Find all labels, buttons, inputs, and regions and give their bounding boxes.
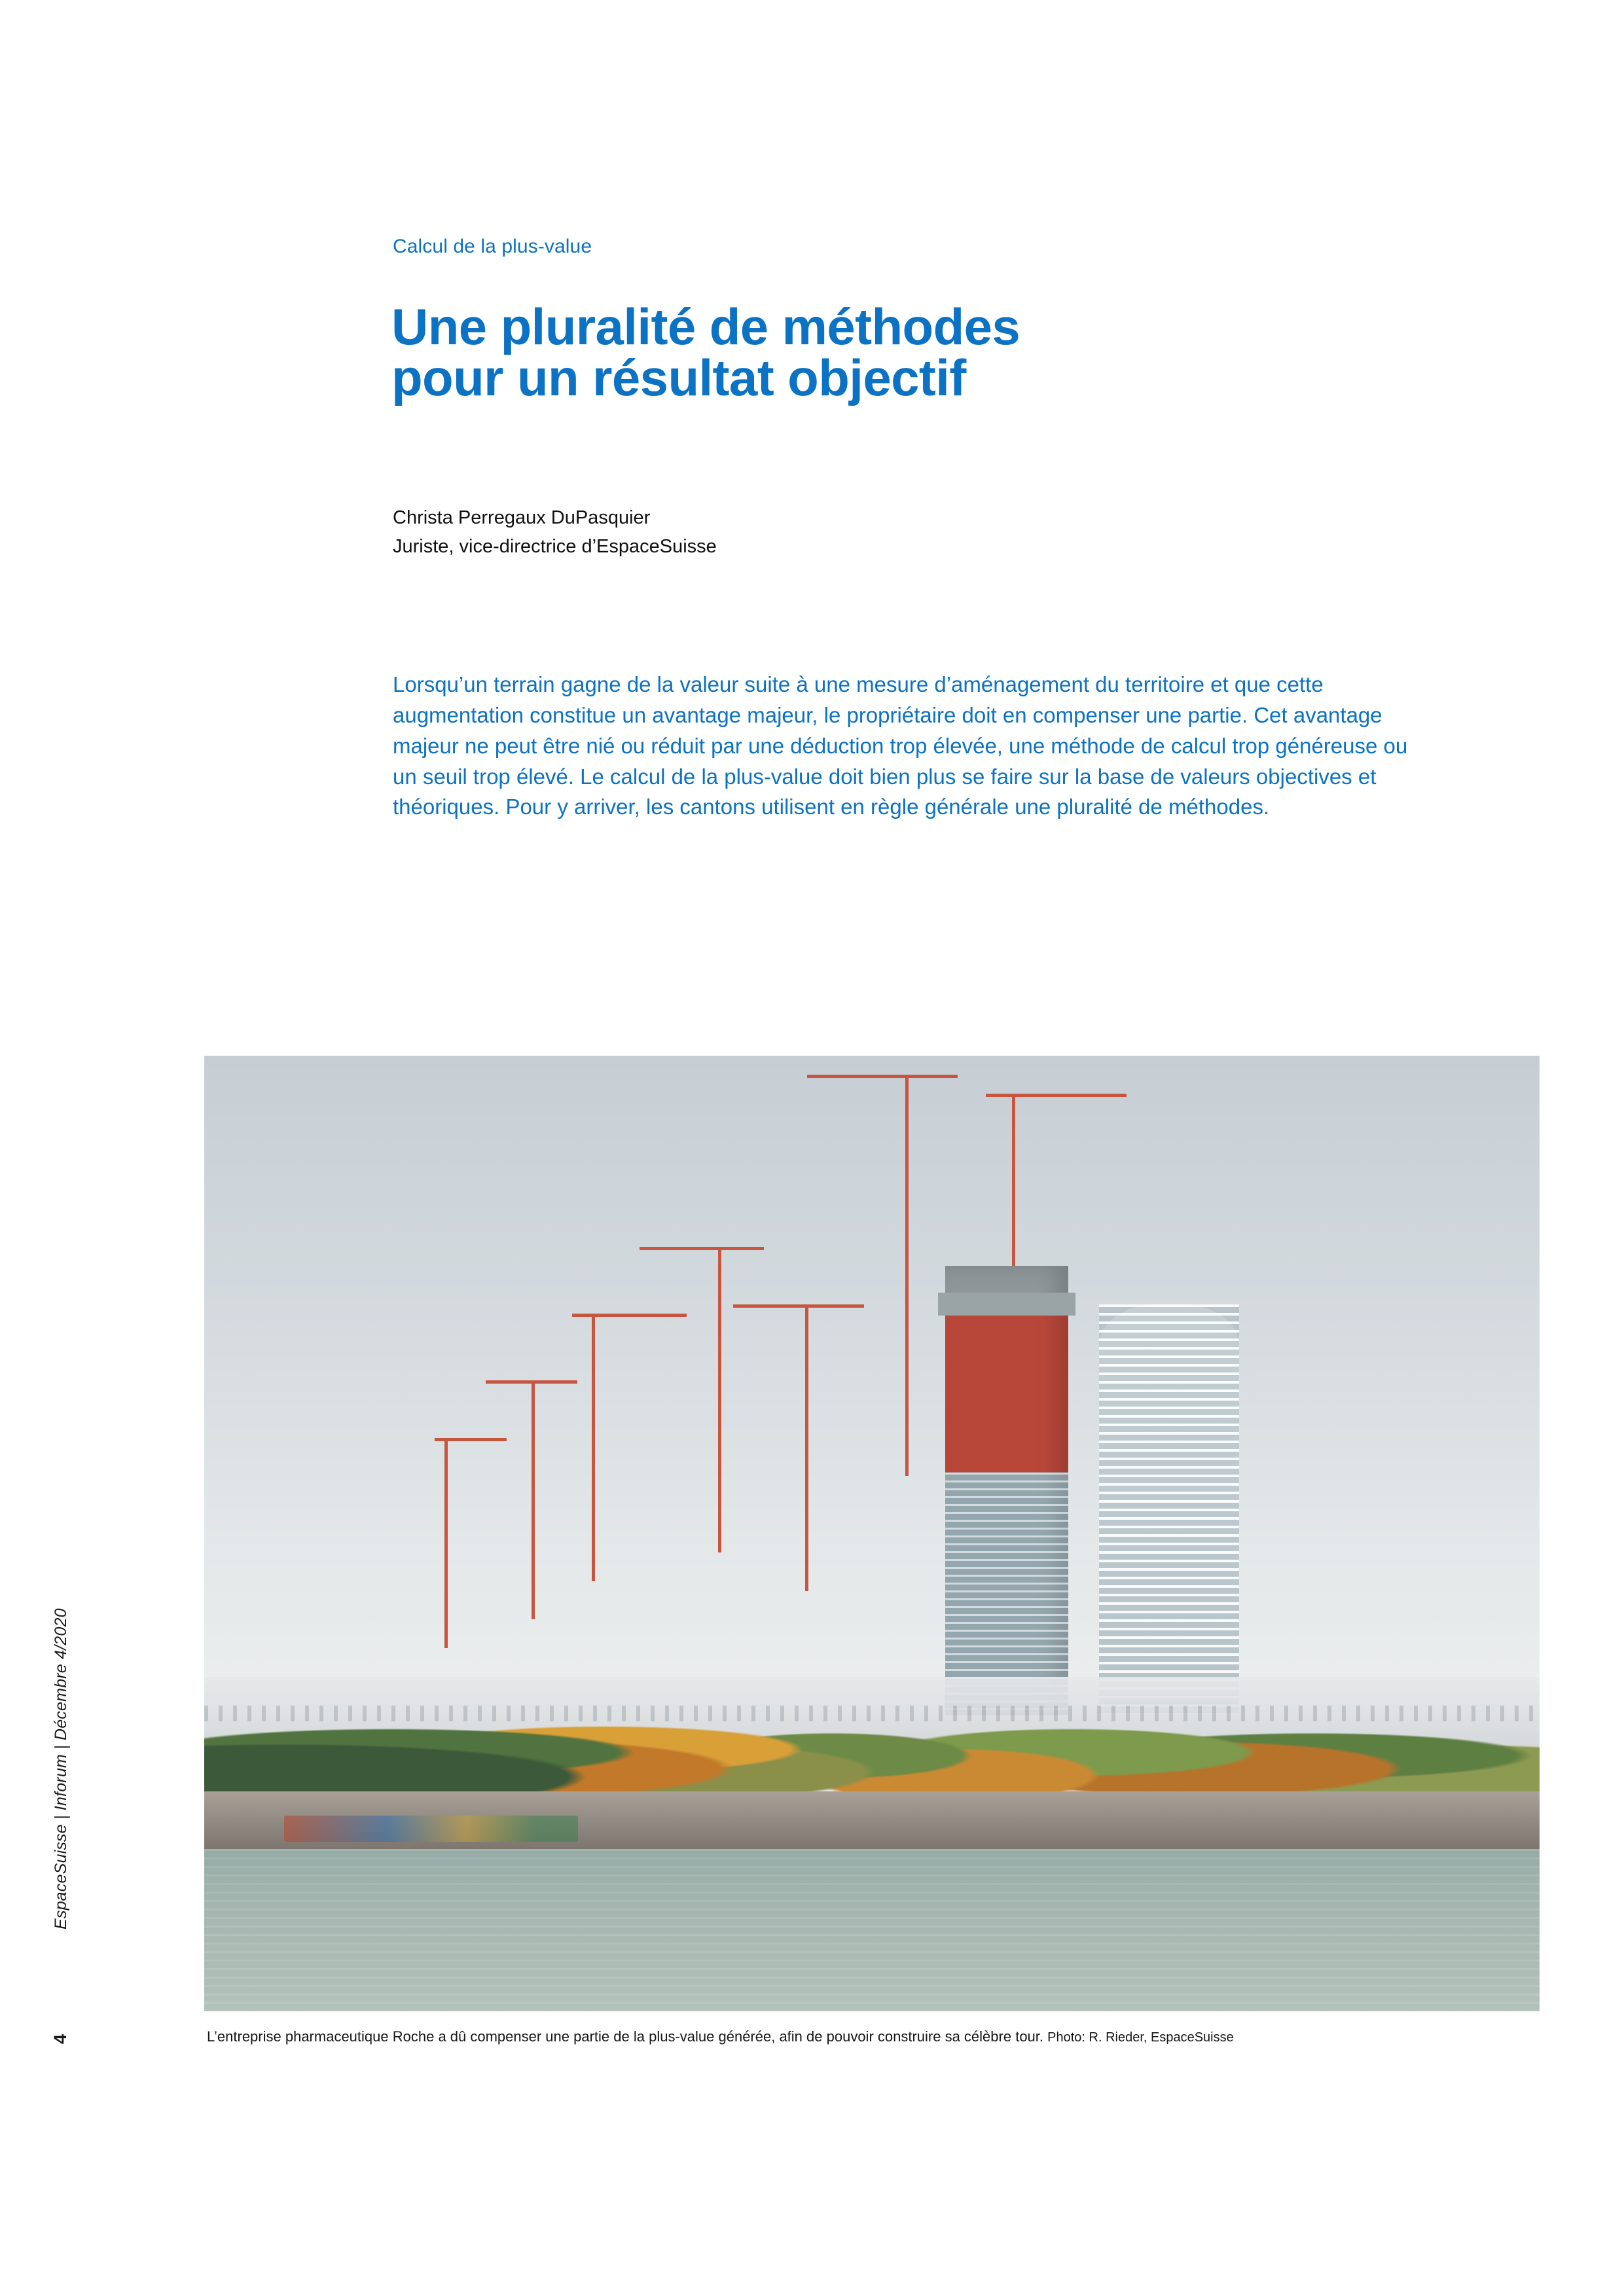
article-kicker: Calcul de la plus-value — [393, 236, 592, 257]
page-number: 4 — [50, 2034, 70, 2044]
headline-line-1: Une pluralité de méthodes — [391, 298, 1020, 356]
author-name: Christa Perregaux DuPasquier — [393, 507, 651, 528]
author-role: Juriste, vice-directrice d’EspaceSuisse — [393, 535, 717, 557]
byline — [393, 504, 717, 561]
page-title — [391, 298, 1413, 407]
caption-text: L’entreprise pharmaceutique Roche a dû compenser une partie de la plus-value générée, afin de pouvoir construire sa célèbre tour. — [207, 2028, 1044, 2045]
article-figure — [204, 1056, 1540, 2045]
lead-paragraph: Lorsqu’un terrain gagne de la valeur suite à une mesure d’aménagement du territoire et que cette augmentation constitue un avantage majeur, le propriétaire doit en compenser une partie. Cet avantage majeur ne peut être nié ou réduit par une déduction trop élevée, une méthode de calcul trop généreuse ou un seuil trop élevé. Le calcul de la plus-value doit bien plus se faire sur la base de valeurs objectives et théoriques. Pour y arriver, les cantons utilisent en règle générale une pluralité de méthodes. — [393, 672, 1408, 819]
crane-icon — [444, 1438, 445, 1648]
crane-icon — [718, 1247, 719, 1552]
page-side-rail — [0, 0, 144, 2296]
headline-line-2: pour un résultat objectif — [391, 349, 966, 407]
crane-icon — [905, 1075, 906, 1476]
running-head: EspaceSuisse | Inforum | Décembre 4/2020 — [52, 1608, 70, 1929]
photo-treeline — [204, 1639, 1540, 1801]
figure-photo — [204, 1056, 1540, 2011]
photo-riverbank — [204, 1791, 1540, 1849]
caption-credit: Photo: R. Rieder, EspaceSuisse — [1047, 2030, 1234, 2045]
photo-river — [204, 1849, 1540, 2011]
crane-icon — [805, 1304, 806, 1591]
figure-caption — [207, 2027, 1536, 2047]
